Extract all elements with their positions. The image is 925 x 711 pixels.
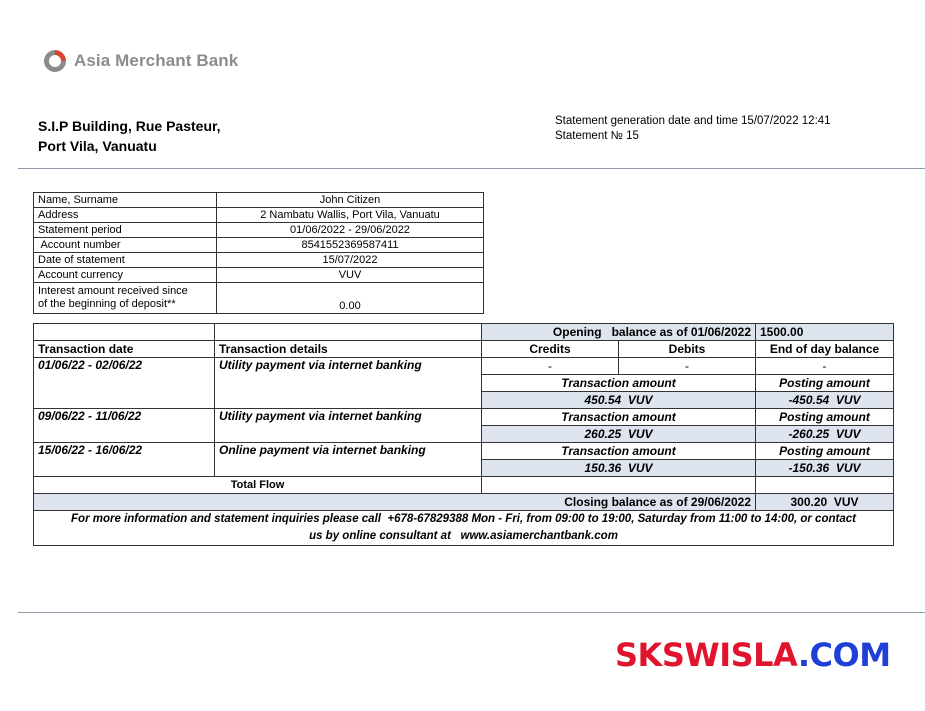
interest-row bbox=[34, 283, 484, 314]
info-row bbox=[34, 223, 484, 238]
info-row bbox=[34, 253, 484, 268]
info-label: Statement period bbox=[34, 223, 217, 238]
interest-label bbox=[34, 283, 217, 314]
posting-amount-label: Posting amount bbox=[756, 443, 894, 460]
interest-value: 0.00 bbox=[217, 283, 484, 314]
info-row bbox=[34, 193, 484, 208]
debits-dash: - bbox=[619, 358, 756, 375]
footer-line-1: For more information and statement inquiries please call +678-67829388 Mon - Fri, from 09:00 to 19:00, Saturday from 11:00 to 14:00, or contact bbox=[71, 513, 856, 525]
txn-amount-label: Transaction amount bbox=[482, 409, 756, 426]
footer-info bbox=[34, 511, 894, 546]
header-row bbox=[34, 341, 894, 358]
info-value: 01/06/2022 - 29/06/2022 bbox=[217, 223, 484, 238]
closing-balance-label: Closing balance as of 29/06/2022 bbox=[34, 494, 756, 511]
info-row bbox=[34, 268, 484, 283]
header-divider bbox=[18, 168, 925, 169]
table-row bbox=[34, 409, 894, 426]
info-value: 15/07/2022 bbox=[217, 253, 484, 268]
info-value: VUV bbox=[217, 268, 484, 283]
statement-meta bbox=[555, 114, 831, 144]
txn-details: Online payment via internet banking bbox=[215, 443, 482, 477]
txn-date: 01/06/22 - 02/06/22 bbox=[34, 358, 215, 409]
header-eod: End of day balance bbox=[756, 341, 894, 358]
info-value: 2 Nambatu Wallis, Port Vila, Vanuatu bbox=[217, 208, 484, 223]
posting-amount: -150.36 VUV bbox=[756, 460, 894, 477]
opening-balance-label: Opening balance as of 01/06/2022 bbox=[482, 324, 756, 341]
info-label: Date of statement bbox=[34, 253, 217, 268]
txn-details: Utility payment via internet banking bbox=[215, 358, 482, 409]
posting-amount-label: Posting amount bbox=[756, 375, 894, 392]
info-label: Account currency bbox=[34, 268, 217, 283]
opening-balance-row bbox=[34, 324, 894, 341]
header-debits: Debits bbox=[619, 341, 756, 358]
info-value: John Citizen bbox=[217, 193, 484, 208]
empty-cell bbox=[215, 324, 482, 341]
address-line-1: S.I.P Building, Rue Pasteur, bbox=[38, 118, 221, 134]
bank-logo bbox=[42, 48, 238, 74]
info-label: Account number bbox=[34, 238, 217, 253]
info-value: 8541552369587411 bbox=[217, 238, 484, 253]
account-info-table bbox=[33, 192, 484, 314]
address-line-2: Port Vila, Vanuatu bbox=[38, 138, 157, 154]
statement-number: Statement № 15 bbox=[555, 130, 639, 142]
bank-address bbox=[38, 116, 221, 156]
info-row bbox=[34, 208, 484, 223]
credits-dash: - bbox=[482, 358, 619, 375]
header-credits: Credits bbox=[482, 341, 619, 358]
empty-cell bbox=[756, 477, 894, 494]
total-flow-row bbox=[34, 477, 894, 494]
txn-amount: 260.25 VUV bbox=[482, 426, 756, 443]
info-label: Name, Surname bbox=[34, 193, 217, 208]
header-date: Transaction date bbox=[34, 341, 215, 358]
bank-name: Asia Merchant Bank bbox=[74, 51, 239, 70]
watermark-part-2: .COM bbox=[797, 636, 891, 674]
footer-divider bbox=[18, 612, 925, 613]
footer-line-2: us by online consultant at www.asiamerchantbank.com bbox=[309, 530, 618, 542]
table-row bbox=[34, 358, 894, 375]
posting-amount-label: Posting amount bbox=[756, 409, 894, 426]
opening-balance-value: 1500.00 bbox=[756, 324, 894, 341]
closing-balance-value: 300.20 VUV bbox=[756, 494, 894, 511]
txn-amount-label: Transaction amount bbox=[482, 375, 756, 392]
closing-balance-row bbox=[34, 494, 894, 511]
watermark-part-1: SKSWISLA bbox=[615, 636, 798, 674]
watermark bbox=[615, 636, 891, 674]
txn-amount: 450.54 VUV bbox=[482, 392, 756, 409]
info-label: Address bbox=[34, 208, 217, 223]
interest-label-line1: Interest amount received since bbox=[38, 285, 188, 297]
total-flow-label: Total Flow bbox=[34, 477, 482, 494]
txn-amount: 150.36 VUV bbox=[482, 460, 756, 477]
info-row bbox=[34, 238, 484, 253]
posting-amount: -260.25 VUV bbox=[756, 426, 894, 443]
interest-label-line2: of the beginning of deposit** bbox=[38, 298, 176, 310]
footer-row bbox=[34, 511, 894, 546]
empty-cell bbox=[34, 324, 215, 341]
txn-details: Utility payment via internet banking bbox=[215, 409, 482, 443]
empty-cell bbox=[482, 477, 756, 494]
table-row bbox=[34, 443, 894, 460]
eod-dash: - bbox=[756, 358, 894, 375]
txn-date: 15/06/22 - 16/06/22 bbox=[34, 443, 215, 477]
header-details: Transaction details bbox=[215, 341, 482, 358]
txn-amount-label: Transaction amount bbox=[482, 443, 756, 460]
posting-amount: -450.54 VUV bbox=[756, 392, 894, 409]
txn-date: 09/06/22 - 11/06/22 bbox=[34, 409, 215, 443]
transactions-table bbox=[33, 323, 894, 546]
generation-datetime: Statement generation date and time 15/07/2022 12:41 bbox=[555, 115, 831, 127]
bank-logo-icon bbox=[42, 48, 68, 74]
